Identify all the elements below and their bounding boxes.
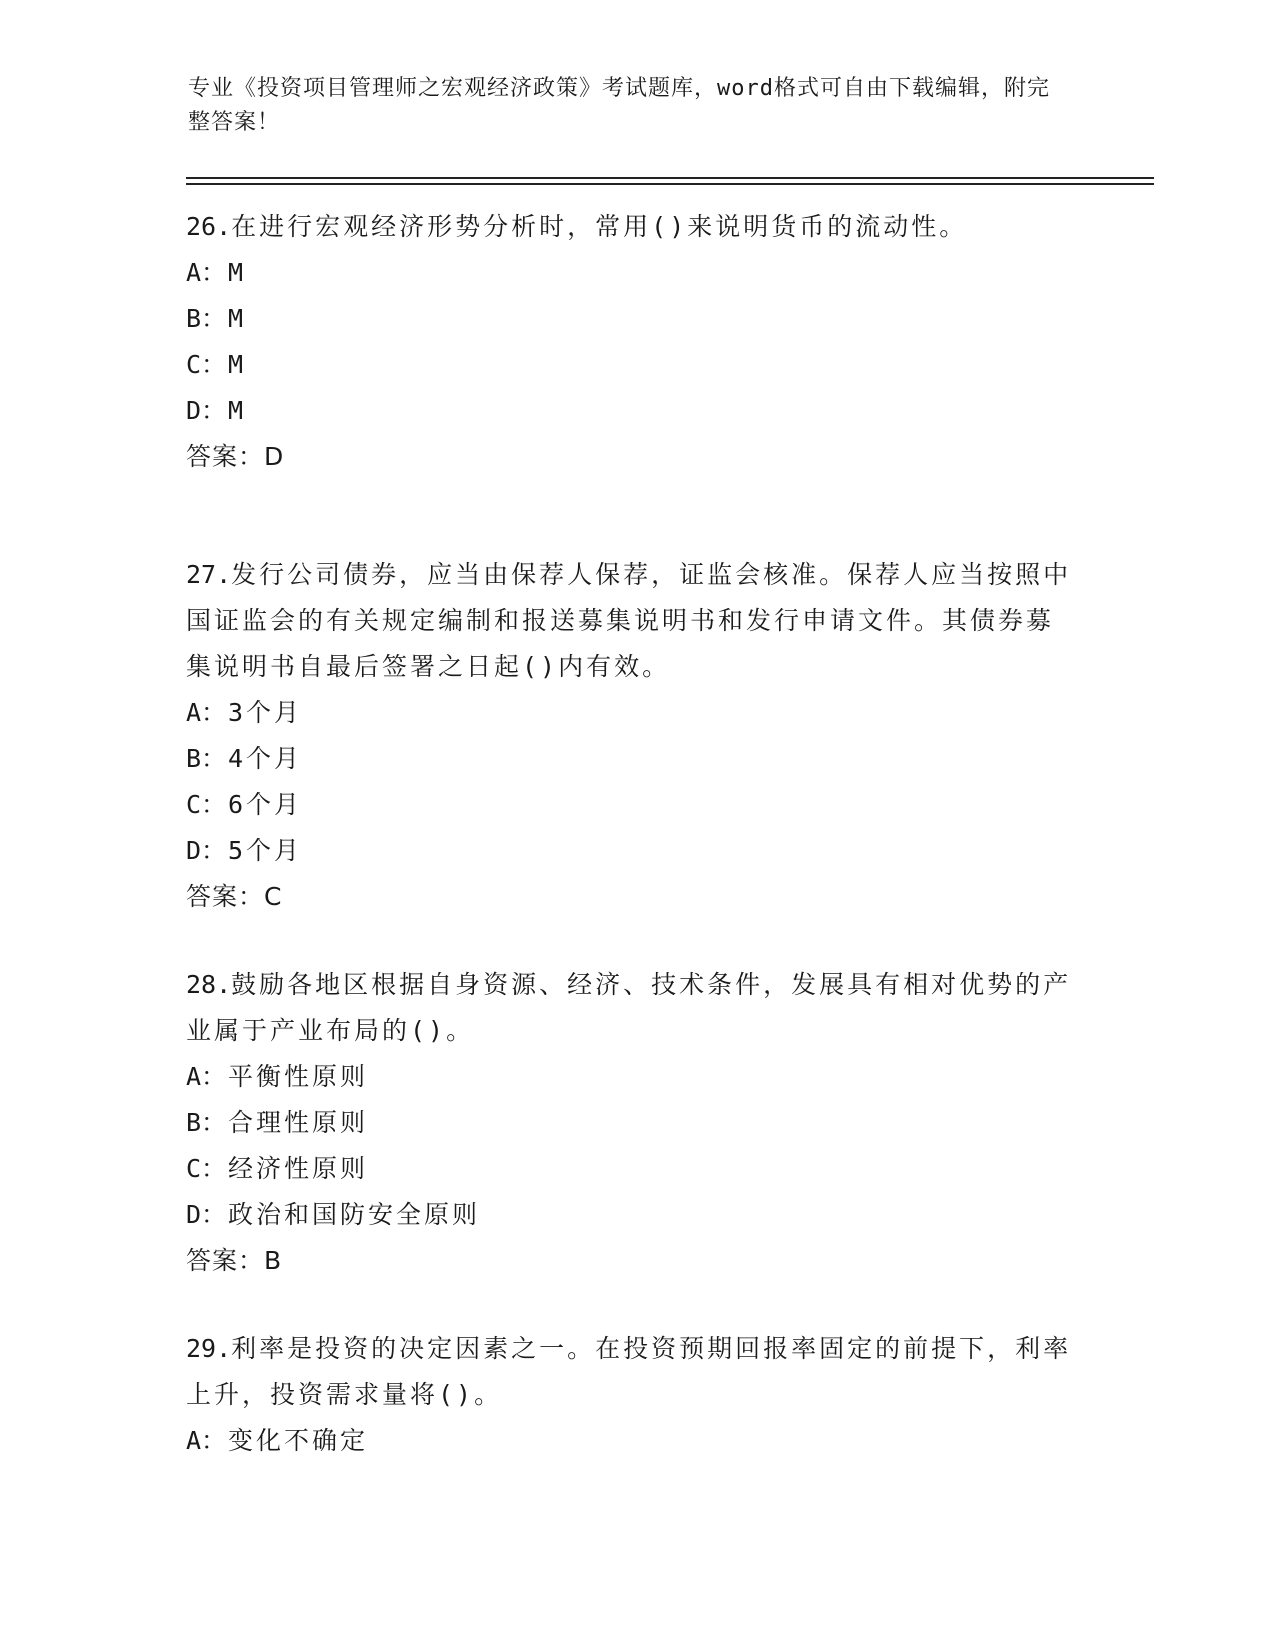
option-c	[186, 782, 1076, 828]
option-key: A：	[186, 258, 227, 287]
option-text: 5个月	[228, 836, 303, 865]
option-text: 4个月	[228, 744, 303, 773]
option-key: B：	[186, 1108, 227, 1137]
option-b	[186, 1100, 1076, 1146]
option-a	[186, 1054, 1076, 1100]
answer-line: 答案：D	[186, 442, 285, 471]
question-28	[186, 962, 1076, 1284]
option-text: 政治和国防安全原则	[228, 1200, 481, 1229]
option-key: A：	[186, 1062, 227, 1091]
question-text: 发行公司债券，应当由保荐人保荐，证监会核准。保荐人应当按照中国证监会的有关规定编制和报送募集说明书和发行申请文件。其债券募集说明书自最后签署之日起()内有效。	[186, 560, 1072, 681]
option-key: A：	[186, 1426, 227, 1455]
option-key: D：	[186, 836, 227, 865]
answer-line: 答案：C	[186, 882, 283, 911]
question-stem	[186, 962, 1076, 1054]
header-divider-top	[186, 177, 1154, 179]
option-text: M	[228, 396, 247, 425]
question-text: 利率是投资的决定因素之一。在投资预期回报率固定的前提下，利率上升，投资需求量将()。	[186, 1334, 1072, 1409]
option-a	[186, 690, 1076, 736]
option-text: M	[228, 350, 247, 379]
option-text: M	[228, 304, 247, 333]
option-d	[186, 388, 1076, 434]
option-text: 3个月	[228, 698, 303, 727]
question-text: 在进行宏观经济形势分析时，常用()来说明货币的流动性。	[231, 212, 968, 241]
question-27	[186, 552, 1076, 920]
question-stem	[186, 1326, 1076, 1418]
question-number: 29.	[186, 1334, 232, 1363]
question-26	[186, 204, 1076, 480]
option-d	[186, 1192, 1076, 1238]
option-c	[186, 342, 1076, 388]
option-key: C：	[186, 790, 227, 819]
option-key: B：	[186, 304, 227, 333]
option-text: 6个月	[228, 790, 303, 819]
option-key: D：	[186, 396, 227, 425]
option-c	[186, 1146, 1076, 1192]
option-key: D：	[186, 1200, 227, 1229]
option-key: C：	[186, 350, 227, 379]
option-text: 变化不确定	[228, 1426, 369, 1455]
option-text: 平衡性原则	[228, 1062, 369, 1091]
option-a	[186, 1418, 1076, 1464]
question-text: 鼓励各地区根据自身资源、经济、技术条件，发展具有相对优势的产业属于产业布局的()。	[186, 970, 1072, 1045]
question-number: 26.	[186, 212, 232, 241]
question-number: 28.	[186, 970, 232, 999]
option-a	[186, 250, 1076, 296]
option-key: B：	[186, 744, 227, 773]
option-key: C：	[186, 1154, 227, 1183]
option-text: 合理性原则	[228, 1108, 369, 1137]
answer-line: 答案：B	[186, 1246, 283, 1275]
header-divider-bottom	[186, 183, 1154, 185]
document-intro: 专业《投资项目管理师之宏观经济政策》考试题库，word格式可自由下载编辑，附完整答案！	[188, 76, 1050, 135]
option-text: M	[228, 258, 247, 287]
option-d	[186, 828, 1076, 874]
question-number: 27.	[186, 560, 232, 589]
option-text: 经济性原则	[228, 1154, 369, 1183]
question-stem	[186, 552, 1076, 690]
option-b	[186, 296, 1076, 342]
question-29	[186, 1326, 1076, 1464]
option-key: A：	[186, 698, 227, 727]
question-stem	[186, 204, 1076, 250]
option-b	[186, 736, 1076, 782]
